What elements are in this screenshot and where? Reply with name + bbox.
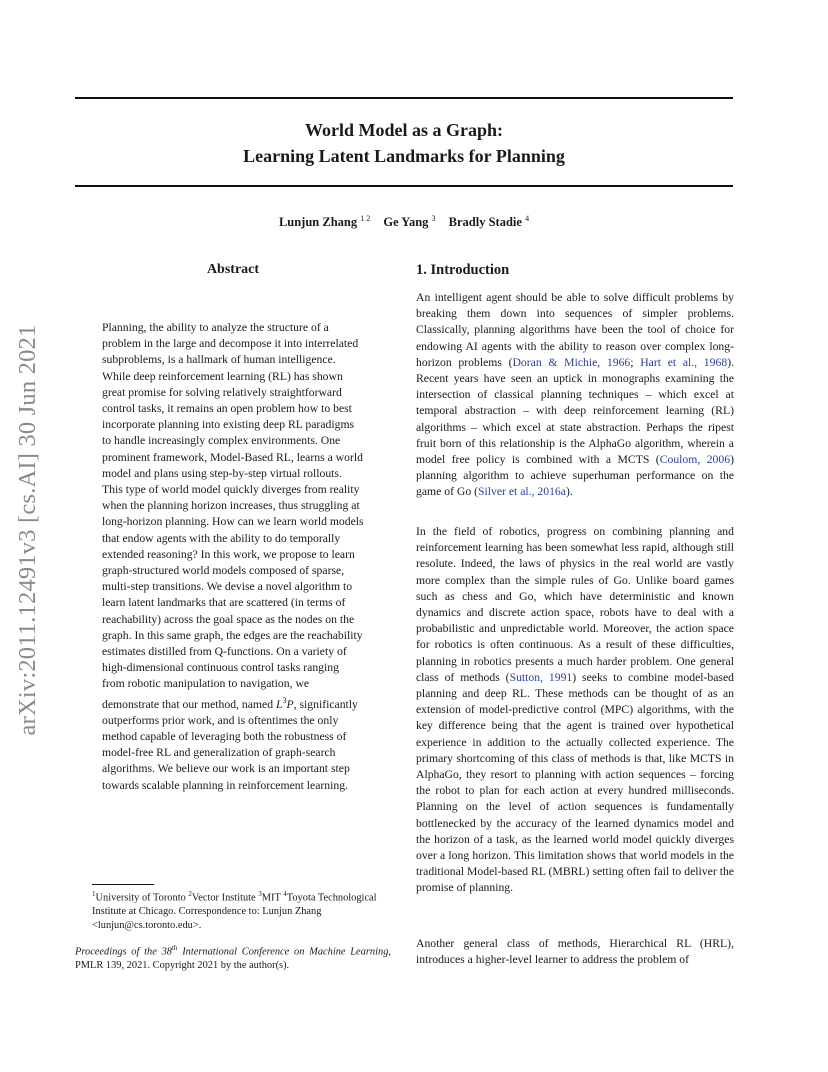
citation-link[interactable]: Doran & Michie, 1966 — [512, 355, 631, 369]
citation-link[interactable]: Sutton, 1991 — [509, 670, 573, 684]
citation-link[interactable]: Hart et al., 1968 — [640, 355, 728, 369]
intro-paragraph-1: An intelligent agent should be able to solve difficult problems by breaking them down into sequences of simpler problems. Classically, planning algorithms have been the tool of choice for endowing AI agents with the ability to reason over complex long-horizon problems (Doran & Michie, 1966; Hart et al., 1968). Recent years have seen an uptick in monographs examining the intersection of classical planning techniques – which excel at temporal abstraction – with deep reinforcement learning (RL) algorithms – which excel at state abstraction. Perhaps the ripest fruit born of this relationship is the AlphaGo algorithm, wherein a model free policy is combined with a MCTS (Coulom, 2006) planning algorithm to achieve superhuman performance on the game of Go (Silver et al., 2016a). — [416, 291, 735, 499]
title-rule-top — [75, 97, 733, 99]
citation-link[interactable]: Coulom, 2006 — [659, 453, 731, 467]
intro-paragraph-3: Another general class of methods, Hierarchical RL (HRL), introduces a higher-level learner to address the problem of — [416, 937, 734, 967]
author-list — [75, 214, 733, 230]
intro-paragraph-2: In the field of robotics, progress on combining planning and reinforcement learning has been somewhat less rapid, although still resolute. Indeed, the laws of physics in the real world are vastly more complex than the simple rules of Go. Unlike board games such as chess and Go, which have deterministic and known dynamics and discrete action space, robots have to deal with a probabilistic and unpredictable world. Moreover, the action space for robotics is often continuous. As a result of these difficulties, planning in robotics presents a much harder problem. One general class of methods (Sutton, 1991) seeks to combine model-based planning and deep RL. These methods can be thought of as an extension of model-predictive control (MPC) algorithms, with the key difference being that the agent is trained over hypothetical experience in addition to the actually collected experience. The primary shortcoming of this class of methods is that, like MCTS in AlphaGo, they resort to planning with action sequences – forcing the robot to plan for each action at every hundred milliseconds. Planning on the level of action sequences is fundamentally bottlenecked by the accuracy of the learned dynamics model and the horizon of a task, as the learned world model quickly diverges over a long horizon. This limitation shows that world models in the traditional Model-based RL (MBRL) setting often fail to deliver the promise of planning. — [416, 525, 735, 895]
abstract-text: Planning, the ability to analyze the structure of a problem in the large and decompose it into interrelated subproblems, is a hallmark of human intelligence. While deep reinforcement learning (RL) has shown great promise for solving relatively straightforward control tasks, it remains an open problem how to best incorporate planning into existing deep RL paradigms to handle increasingly complex environments. One prominent framework, Model-Based RL, learns a world model and plans using step-by-step virtual rollouts. This type of world model quickly diverges from reality when the planning horizon increases, thus struggling at long-horizon planning. How can we learn world models that endow agents with the ability to do temporally extended reasoning? In this work, we propose to learn graph-structured world models composed of sparse, multi-step transitions. We devise a novel algorithm to learn latent landmarks that are scattered (in terms of reachability) across the goal space as the nodes on the graph. In this same graph, the edges are the reachability estimates distilled from Q-functions. On a variety of high-dimensional continuous control tasks ranging from robotic manipulation to navigation, we demonstrate that our method, named $L^3P$, significantly outperforms prior work, and is oftentimes the only method capable of leveraging both the robustness of model-free RL and generalization of graph-search algorithms. We believe our work is an important step towards scalable planning in reinforcement learning. — [102, 321, 364, 792]
proceedings-note: Proceedings of the 38th International Conference on Machine Learning, PMLR 139, 2021. Copyright 2021 by the author(s). — [75, 944, 391, 972]
author-3: Bradly Stadie $^4$ — [448, 214, 530, 229]
author-2: Ge Yang $^3$ — [383, 214, 436, 229]
arxiv-stamp: arXiv:2011.12491v3 [cs.AI] 30 Jun 2021 — [14, 324, 41, 736]
paper-title-line-2: Learning Latent Landmarks for Planning — [243, 146, 565, 166]
title-rule-bottom — [75, 185, 733, 187]
abstract-heading: Abstract — [206, 262, 260, 277]
citation-link[interactable]: Silver et al., 2016a — [478, 485, 566, 499]
author-1: Lunjun Zhang $^{1 2}$ — [278, 214, 371, 229]
paper-title-line-1: World Model as a Graph: — [304, 120, 503, 140]
footnote-rule — [92, 884, 154, 885]
section-heading-introduction: 1. Introduction — [416, 262, 510, 278]
affiliation-footnote: $^1$University of Toronto $^2$Vector Institute $^3$MIT $^4$Toyota Technological Institute at Chicago. Correspondence to: Lunjun Zhang <lunjun@cs.toronto.edu>. — [92, 890, 377, 931]
